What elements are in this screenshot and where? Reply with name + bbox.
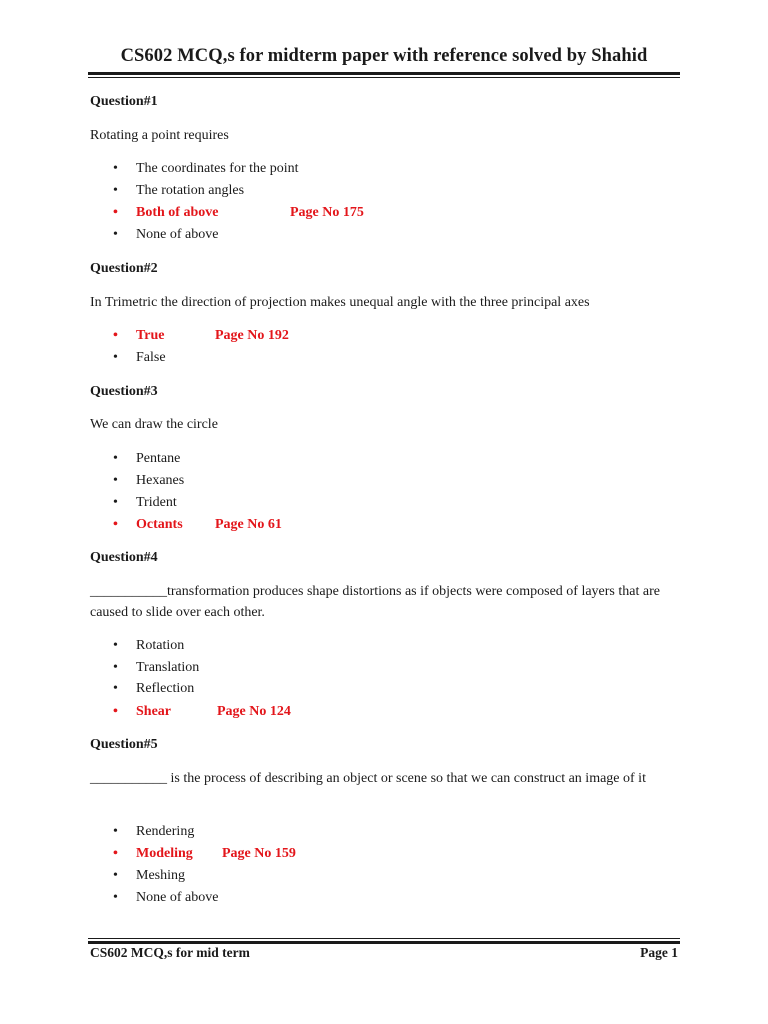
footer-title: CS602 MCQ,s for mid term [90, 945, 250, 960]
question-5-heading: Question#5 [90, 737, 158, 752]
header-rule-thin [88, 77, 680, 78]
question-2-heading: Question#2 [90, 261, 158, 276]
question-5-option-3: • Meshing [113, 868, 185, 883]
bullet-icon: • [113, 473, 118, 488]
question-2-text: In Trimetric the direction of projection makes unequal angle with the three principal axes [90, 295, 590, 310]
bullet-icon: • [113, 868, 118, 883]
page-reference: Page No 124 [217, 704, 291, 719]
bullet-icon: • [113, 328, 118, 343]
page-reference: Page No 159 [222, 846, 296, 861]
question-5-option-1: • Rendering [113, 824, 195, 839]
bullet-icon: • [113, 350, 118, 365]
question-1-option-1: • The coordinates for the point [113, 161, 299, 176]
bullet-icon: • [113, 638, 118, 653]
page-reference: Page No 175 [290, 205, 364, 220]
page-title: CS602 MCQ,s for midterm paper with reference solved by Shahid [120, 46, 648, 66]
question-4-option-3: • Reflection [113, 681, 195, 696]
question-3-option-3: • Trident [113, 495, 177, 510]
question-3-text: We can draw the circle [90, 417, 218, 432]
question-1-option-2: • The rotation angles [113, 183, 245, 198]
question-3-option-4: • Octants Page No 61 [113, 517, 282, 532]
question-1-text: Rotating a point requires [90, 128, 229, 143]
bullet-icon: • [113, 451, 118, 466]
question-3-option-1: • Pentane [113, 451, 181, 466]
bullet-icon: • [113, 846, 118, 861]
question-5-option-4: • None of above [113, 890, 219, 905]
question-3-option-2: • Hexanes [113, 473, 185, 488]
bullet-icon: • [113, 704, 118, 719]
bullet-icon: • [113, 660, 118, 675]
bullet-icon: • [113, 681, 118, 696]
question-5-option-2: • Modeling Page No 159 [113, 846, 296, 861]
question-4-text: ___________transformation produces shape distortions as if objects were composed of layers that are caused to slide over each other. [90, 584, 660, 620]
footer-rule-thick [88, 941, 680, 944]
footer-rule-thin [88, 938, 680, 939]
bullet-icon: • [113, 205, 118, 220]
question-1-heading: Question#1 [90, 94, 158, 109]
bullet-icon: • [113, 517, 118, 532]
bullet-icon: • [113, 227, 118, 242]
question-1-option-3: • Both of above Page No 175 [113, 205, 364, 220]
bullet-icon: • [113, 161, 118, 176]
header-rule-thick [88, 72, 680, 75]
page-reference: Page No 61 [215, 517, 282, 532]
question-5-text: ___________ is the process of describing an object or scene so that we can construct an image of it [90, 771, 646, 786]
question-4-heading: Question#4 [90, 550, 158, 565]
question-4-option-4: • Shear Page No 124 [113, 704, 291, 719]
question-4-option-2: • Translation [113, 660, 200, 675]
bullet-icon: • [113, 890, 118, 905]
question-2-option-2: • False [113, 350, 166, 365]
page-number: Page 1 [640, 945, 678, 960]
bullet-icon: • [113, 183, 118, 198]
question-4-option-1: • Rotation [113, 638, 185, 653]
bullet-icon: • [113, 824, 118, 839]
question-3-heading: Question#3 [90, 384, 158, 399]
question-2-option-1: • True Page No 192 [113, 328, 289, 343]
page-reference: Page No 192 [215, 328, 289, 343]
bullet-icon: • [113, 495, 118, 510]
question-1-option-4: • None of above [113, 227, 219, 242]
